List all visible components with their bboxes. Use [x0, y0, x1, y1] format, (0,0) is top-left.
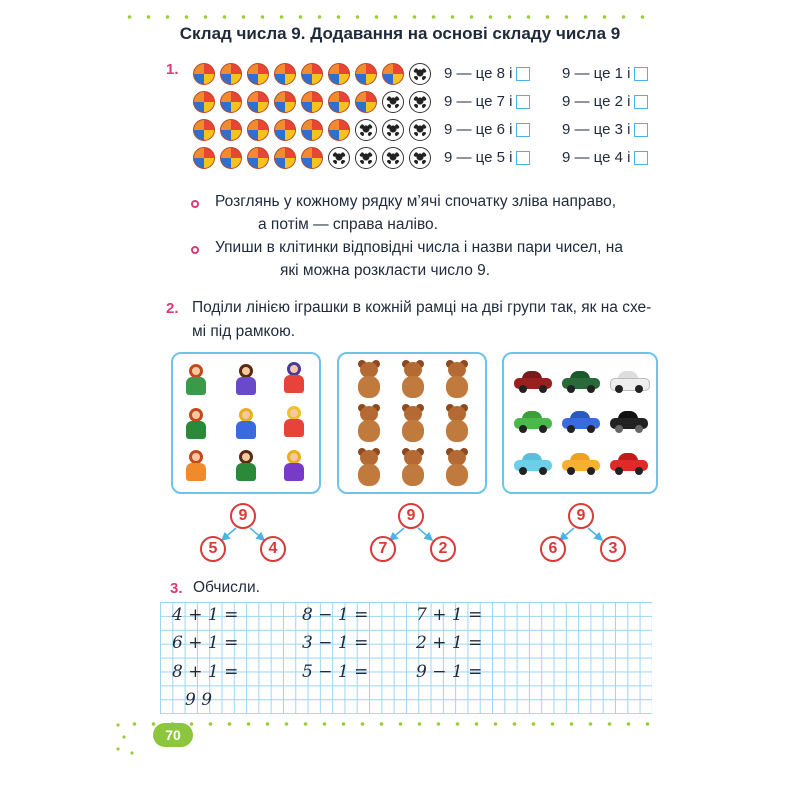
ball-row — [193, 146, 436, 170]
soccer-ball-icon — [409, 147, 431, 169]
car-icon — [562, 410, 600, 432]
equation-text: 9 — це 8 і — [444, 65, 513, 82]
scheme-part-left: 7 — [370, 536, 396, 562]
ball-row — [193, 90, 436, 114]
page-number: 70 — [153, 723, 193, 747]
scheme-total: 9 — [398, 503, 424, 529]
doll-icon — [233, 408, 259, 442]
beach-ball-icon — [382, 63, 404, 85]
handwritten-digits: 9 9 — [185, 690, 213, 710]
soccer-ball-icon — [382, 147, 404, 169]
task1-number: 1. — [166, 61, 179, 78]
beach-ball-icon — [355, 91, 377, 113]
instruction-1-line1: Розглянь у кожному рядку м’ячі спочатку зліва направо, — [215, 193, 617, 210]
beach-ball-icon — [193, 147, 215, 169]
ball-row — [193, 62, 436, 86]
beach-ball-icon — [328, 91, 350, 113]
equation-left — [444, 93, 530, 110]
bottom-dotted-border — [125, 721, 655, 727]
page-title: Склад числа 9. Додавання на основі складу числа 9 — [179, 24, 621, 43]
equation-left — [444, 65, 530, 82]
answer-box[interactable] — [634, 67, 648, 81]
equation-right — [562, 93, 648, 110]
soccer-ball-icon — [409, 63, 431, 85]
scheme-part-left: 6 — [540, 536, 566, 562]
beach-ball-icon — [328, 63, 350, 85]
equation-left — [444, 121, 530, 138]
teddy-bear-icon — [397, 404, 429, 444]
answer-box[interactable] — [634, 95, 648, 109]
exercise-cell: 5 − 1 = — [302, 662, 369, 682]
soccer-ball-icon — [355, 147, 377, 169]
answer-box[interactable] — [516, 95, 530, 109]
instruction-2-line2: які можна розкласти число 9. — [280, 262, 491, 279]
scheme-part-right: 3 — [600, 536, 626, 562]
beach-ball-icon — [301, 91, 323, 113]
task2-text-line2: мі під рамкою. — [192, 323, 295, 340]
scheme-part-right: 4 — [260, 536, 286, 562]
exercise-cell: 4 + 1 = — [172, 605, 239, 625]
equation-left — [444, 149, 530, 166]
soccer-ball-icon — [409, 91, 431, 113]
beach-ball-icon — [247, 147, 269, 169]
equation-right — [562, 121, 648, 138]
bullet-marker — [191, 200, 199, 208]
scheme-total: 9 — [568, 503, 594, 529]
car-icon — [562, 370, 600, 392]
teddy-bear-icon — [441, 448, 473, 488]
teddy-bear-icon — [353, 448, 385, 488]
answer-box[interactable] — [516, 151, 530, 165]
beach-ball-icon — [193, 63, 215, 85]
teddy-bear-icon — [441, 360, 473, 400]
doll-icon — [281, 362, 307, 396]
beach-ball-icon — [193, 91, 215, 113]
equation-text: 9 — це 3 і — [562, 121, 631, 138]
doll-icon — [281, 450, 307, 484]
teddy-bear-icon — [397, 360, 429, 400]
scheme-total: 9 — [230, 503, 256, 529]
beach-ball-icon — [220, 119, 242, 141]
beach-ball-icon — [247, 91, 269, 113]
teddy-bear-icon — [397, 448, 429, 488]
exercise-cell: 6 + 1 = — [172, 633, 239, 653]
doll-icon — [183, 450, 209, 484]
teddy-bear-icon — [353, 360, 385, 400]
exercise-cell: 2 + 1 = — [416, 633, 483, 653]
car-icon — [514, 370, 552, 392]
doll-icon — [233, 364, 259, 398]
exercise-cell: 7 + 1 = — [416, 605, 483, 625]
equation-right — [562, 149, 648, 166]
scheme-part-right: 2 — [430, 536, 456, 562]
task2-number: 2. — [166, 300, 179, 317]
beach-ball-icon — [274, 63, 296, 85]
soccer-ball-icon — [409, 119, 431, 141]
answer-box[interactable] — [634, 123, 648, 137]
instruction-1-line2: а потім — справа наліво. — [258, 216, 438, 233]
top-dotted-border — [120, 14, 650, 20]
soccer-ball-icon — [328, 147, 350, 169]
beach-ball-icon — [220, 147, 242, 169]
bears-frame[interactable] — [337, 352, 487, 494]
beach-ball-icon — [328, 119, 350, 141]
instruction-2-line1: Упиши в клітинки відповідні числа і назви пари чисел, на — [215, 239, 623, 256]
beach-ball-icon — [301, 119, 323, 141]
answer-box[interactable] — [634, 151, 648, 165]
task3-number: 3. — [170, 580, 183, 597]
equation-text: 9 — це 2 і — [562, 93, 631, 110]
answer-box[interactable] — [516, 123, 530, 137]
car-icon — [562, 452, 600, 474]
beach-ball-icon — [301, 147, 323, 169]
car-icon — [610, 410, 648, 432]
equation-text: 9 — це 7 і — [444, 93, 513, 110]
task2-text-line1: Поділи лінією іграшки в кожній рамці на дві групи так, як на схе- — [192, 299, 652, 316]
car-icon — [610, 370, 648, 392]
ball-row — [193, 118, 436, 142]
car-icon — [514, 452, 552, 474]
cars-frame[interactable] — [502, 352, 658, 494]
beach-ball-icon — [220, 91, 242, 113]
exercise-cell: 3 − 1 = — [302, 633, 369, 653]
equation-text: 9 — це 4 і — [562, 149, 631, 166]
equation-right — [562, 65, 648, 82]
beach-ball-icon — [247, 119, 269, 141]
beach-ball-icon — [274, 91, 296, 113]
dolls-frame[interactable] — [171, 352, 321, 494]
soccer-ball-icon — [382, 119, 404, 141]
task3-label: Обчисли. — [193, 579, 260, 596]
soccer-ball-icon — [382, 91, 404, 113]
equation-text: 9 — це 5 і — [444, 149, 513, 166]
corner-dots-decoration — [112, 717, 152, 757]
doll-icon — [281, 406, 307, 440]
beach-ball-icon — [301, 63, 323, 85]
doll-icon — [233, 450, 259, 484]
car-icon — [610, 452, 648, 474]
doll-icon — [183, 364, 209, 398]
beach-ball-icon — [193, 119, 215, 141]
scheme-part-left: 5 — [200, 536, 226, 562]
beach-ball-icon — [247, 63, 269, 85]
teddy-bear-icon — [441, 404, 473, 444]
teddy-bear-icon — [353, 404, 385, 444]
beach-ball-icon — [274, 147, 296, 169]
exercise-cell: 8 + 1 = — [172, 662, 239, 682]
soccer-ball-icon — [355, 119, 377, 141]
beach-ball-icon — [355, 63, 377, 85]
answer-box[interactable] — [516, 67, 530, 81]
equation-text: 9 — це 1 і — [562, 65, 631, 82]
beach-ball-icon — [220, 63, 242, 85]
bullet-marker — [191, 246, 199, 254]
exercise-cell: 8 − 1 = — [302, 605, 369, 625]
doll-icon — [183, 408, 209, 442]
beach-ball-icon — [274, 119, 296, 141]
equation-text: 9 — це 6 і — [444, 121, 513, 138]
exercise-cell: 9 − 1 = — [416, 662, 483, 682]
car-icon — [514, 410, 552, 432]
